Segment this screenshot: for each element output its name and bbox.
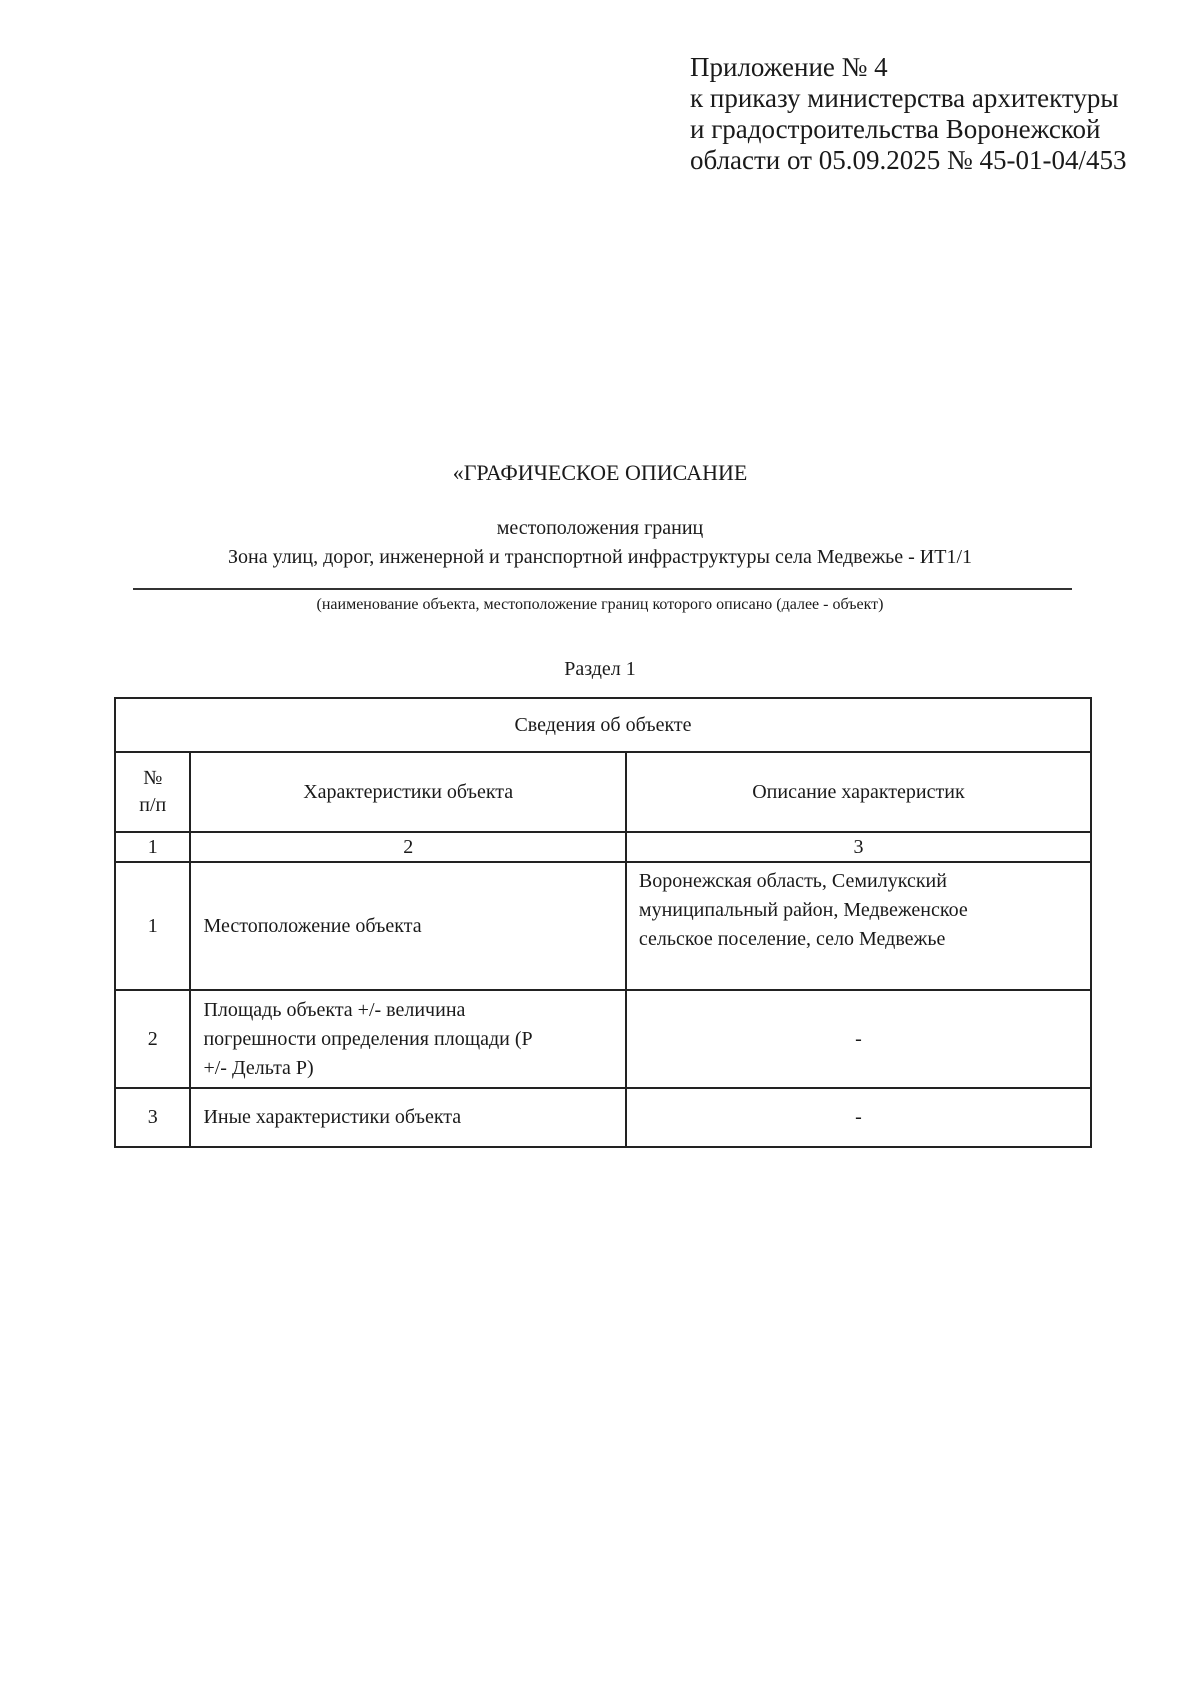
appendix-line: и градостроительства Воронежской [690, 114, 1101, 144]
cell-line: Иные характеристики объекта [203, 1106, 462, 1128]
column-number: 1 [115, 832, 190, 862]
column-header-row [115, 752, 1091, 832]
document-title: «ГРАФИЧЕСКОЕ ОПИСАНИЕ [452, 460, 748, 485]
row-description [626, 1088, 1091, 1147]
column-header-number-line: № [143, 767, 163, 789]
cell-line: +/- Дельта P) [203, 1056, 314, 1079]
appendix-line: области от 05.09.2025 № 45-01-04/453 [690, 145, 1127, 175]
column-number: 2 [190, 832, 625, 862]
object-info-table [114, 697, 1092, 1148]
object-name: Зона улиц, дорог, инженерной и транспортной инфраструктуры села Медвежье - ИТ1/1 [227, 546, 973, 568]
object-caption: (наименование объекта, местоположение границ которого описано (далее - объект) [316, 596, 884, 613]
column-number-row [115, 832, 1091, 862]
table-header: Сведения об объекте [115, 698, 1091, 752]
cell-line: сельское поселение, село Медвежье [638, 928, 946, 950]
table-row [115, 990, 1091, 1088]
row-number: 3 [115, 1088, 190, 1147]
cell-line: - [855, 1027, 862, 1050]
row-characteristic [190, 990, 625, 1088]
table-row [115, 1088, 1091, 1147]
row-description [626, 862, 1091, 990]
row-characteristic [190, 862, 625, 990]
cell-line: Местоположение объекта [203, 914, 422, 937]
appendix-line: к приказу министерства архитектуры [690, 83, 1119, 113]
cell-line: Площадь объекта +/- величина [203, 998, 466, 1021]
column-header-number [115, 752, 190, 832]
column-number: 3 [626, 832, 1091, 862]
table-row [115, 862, 1091, 990]
document-subtitle: местоположения границ [496, 517, 704, 539]
cell-line: муниципальный район, Медвеженское [638, 899, 968, 921]
section-title: Раздел 1 [564, 658, 636, 680]
table-header-row [115, 698, 1091, 752]
cell-line: - [855, 1106, 862, 1128]
row-characteristic [190, 1088, 625, 1147]
row-number: 1 [115, 862, 190, 990]
row-description [626, 990, 1091, 1088]
object-name-underline [133, 588, 1072, 590]
column-header-description: Описание характеристик [626, 752, 1091, 832]
appendix-header [690, 52, 1126, 176]
appendix-line: Приложение № 4 [690, 52, 888, 82]
cell-line: Воронежская область, Семилукский [638, 870, 947, 892]
cell-line: погрешности определения площади (P [203, 1027, 533, 1050]
column-header-number-line: п/п [139, 794, 167, 816]
column-header-characteristic: Характеристики объекта [190, 752, 625, 832]
row-number: 2 [115, 990, 190, 1088]
